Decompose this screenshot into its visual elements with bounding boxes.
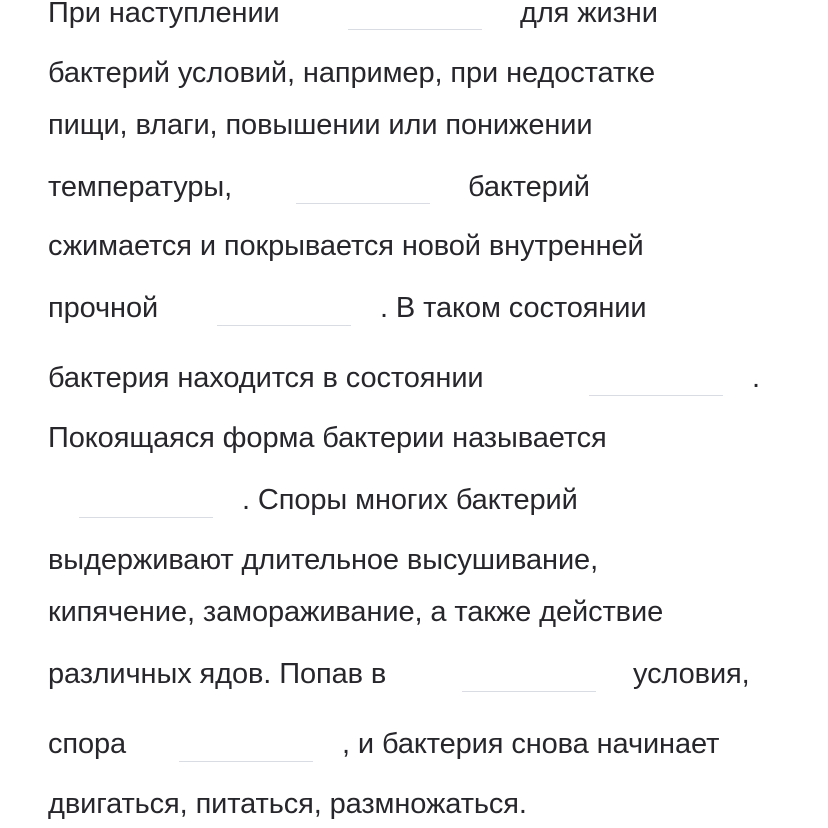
text-fragment: . В таком состоянии xyxy=(380,292,647,324)
text-fragment: пищи, влаги, повышении или понижении xyxy=(48,109,593,141)
blank-input-1[interactable] xyxy=(348,29,482,30)
text-fragment: бактерий условий, например, при недостатке xyxy=(48,57,656,89)
blank-input-6[interactable] xyxy=(462,691,596,692)
text-fragment: бактерия находится в состоянии xyxy=(48,362,484,394)
text-fragment: . Споры многих бактерий xyxy=(242,484,578,516)
blank-input-7[interactable] xyxy=(179,761,313,762)
blank-input-2[interactable] xyxy=(296,203,430,204)
text-fragment: для жизни xyxy=(520,0,658,29)
text-fragment: выдерживают длительное высушивание, xyxy=(48,544,599,576)
text-fragment: температуры, xyxy=(48,171,233,203)
text-fragment: двигаться, питаться, размножаться. xyxy=(48,788,527,820)
blank-input-5[interactable] xyxy=(79,517,213,518)
text-fragment: условия, xyxy=(633,658,750,690)
text-fragment: различных ядов. Попав в xyxy=(48,658,387,690)
text-fragment: спора xyxy=(48,728,127,760)
text-fragment: прочной xyxy=(48,292,159,324)
text-fragment: кипячение, замораживание, а также действие xyxy=(48,596,664,628)
blank-input-4[interactable] xyxy=(589,395,723,396)
text-fragment: бактерий xyxy=(468,171,590,203)
text-fragment: При наступлении xyxy=(48,0,280,29)
text-fragment: , и бактерия снова начинает xyxy=(342,728,720,760)
blank-input-3[interactable] xyxy=(217,325,351,326)
text-fragment: сжимается и покрывается новой внутренней xyxy=(48,230,644,262)
text-fragment: Покоящаяся форма бактерии называется xyxy=(48,422,607,454)
text-fragment: . xyxy=(752,362,760,394)
